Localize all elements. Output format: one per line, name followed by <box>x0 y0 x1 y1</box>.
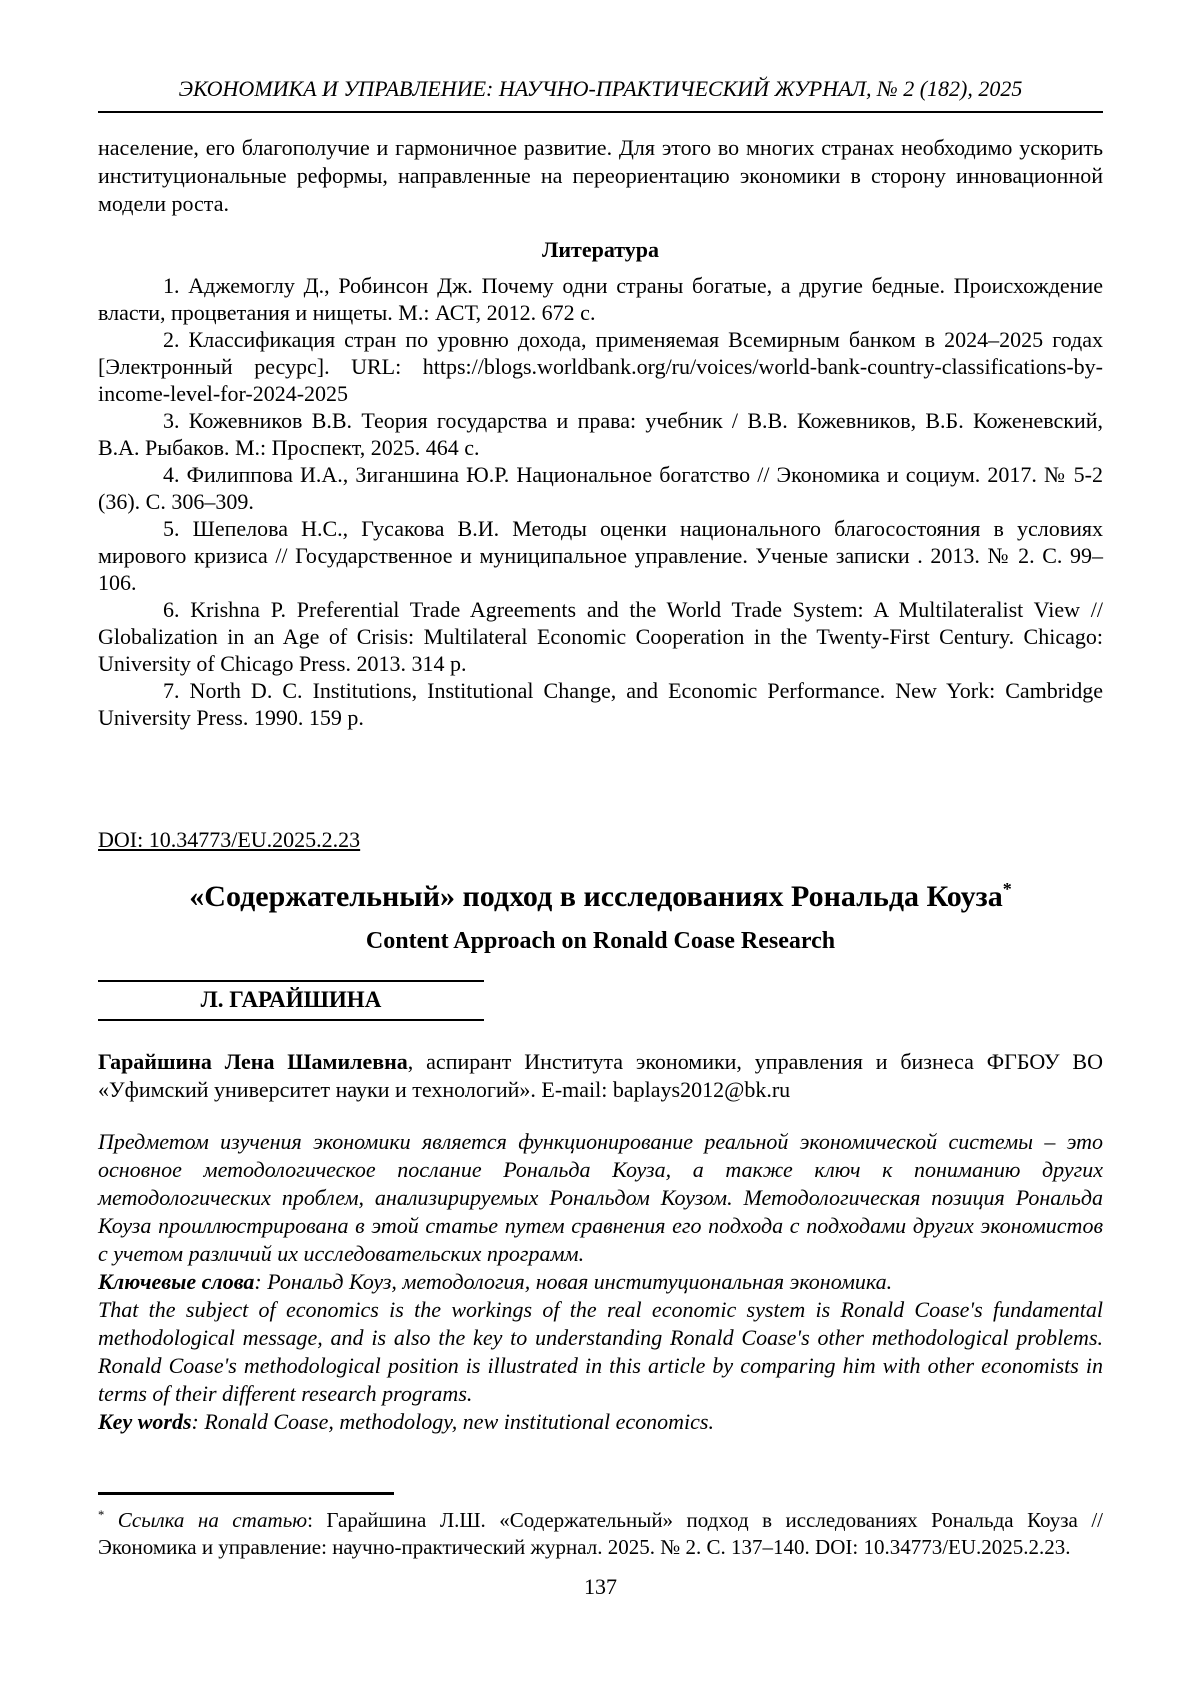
reference-item: 1. Аджемоглу Д., Робинсон Дж. Почему одни страны богатые, а другие бедные. Происхождение власти, процветания и нищеты. М.: АСТ, 2012. 672 с. <box>98 273 1103 325</box>
page-content <box>0 76 1200 1600</box>
abstracts <box>98 1128 1103 1436</box>
running-head: ЭКОНОМИКА И УПРАВЛЕНИЕ: НАУЧНО-ПРАКТИЧЕСКИЙ ЖУРНАЛ, № 2 (182), 2025 <box>98 76 1103 113</box>
author-info <box>98 1048 1103 1104</box>
references-list <box>98 272 1103 731</box>
article-title-en: Content Approach on Ronald Coase Research <box>365 928 836 954</box>
author-display-block: Л. ГАРАЙШИНА <box>98 980 484 1021</box>
abstract-en: That the subject of economics is the workings of the real economic system is Ronald Coase's fundamental methodological message, and is also the key to understanding Ronald Coase's other methodological problems. Ronald Coase's methodological position is illustrated in this article by comparing him with other economists in terms of their different research programs. <box>98 1297 1103 1406</box>
footnote-label: Ссылка на статью <box>117 1508 308 1532</box>
abstract-ru: Предметом изучения экономики является функционирование реальной экономической системы – это основное методологическое послание Рональда Коуза, а также ключ к пониманию других методологических проблем, анализирируемых Рональдом Коузом. Методологическая позиция Рональда Коуза проиллюстрирована в этой статье путем сравнения его подхода с подходами других экономистов с учетом различий их исследовательских программ. <box>98 1129 1103 1266</box>
footnote-text <box>98 1502 1103 1561</box>
footnote-separator-rule <box>98 1492 394 1495</box>
keywords-en-label: Key words <box>98 1409 192 1434</box>
title-footnote-marker: * <box>1002 879 1012 899</box>
footnote-marker: * <box>98 1508 105 1522</box>
author-affiliation: , аспирант Института экономики, управления и бизнеса ФГБОУ ВО «Уфимский университет науки и технологий». E-mail: baplays2012@bk.ru <box>98 1049 1103 1102</box>
reference-item: 6. Krishna P. Preferential Trade Agreements and the World Trade System: A Multilateralist View // Globalization in an Age of Crisis: Multilateral Economic Cooperation in the Twenty-First Century. Chicago: University of Chicago Press. 2013. 314 p. <box>98 597 1103 676</box>
page-number: 137 <box>584 1574 617 1599</box>
keywords-en-list: : Ronald Coase, methodology, new institutional economics. <box>191 1409 714 1434</box>
keywords-en <box>98 1408 1103 1436</box>
footnote-citation: : Гарайшина Л.Ш. «Содержательный» подход в исследованиях Рональда Коуза // Экономика и управление: научно-практический журнал. 2025. № 2. С. 137–140. DOI: 10.34773/EU.2025.2.23. <box>98 1508 1104 1559</box>
footnote-area <box>98 1492 1103 1561</box>
keywords-ru-label: Ключевые слова <box>98 1269 255 1294</box>
reference-item: 7. North D. C. Institutions, Institutional Change, and Economic Performance. New York: Cambridge University Press. 1990. 159 p. <box>98 678 1103 730</box>
reference-item: 5. Шепелова Н.С., Гусакова В.И. Методы оценки национального благосостояния в условиях мирового кризиса // Государственное и муниципальное управление. Ученые записки . 2013. № 2. С. 99–106. <box>98 516 1103 595</box>
intro-paragraph: население, его благополучие и гармоничное развитие. Для этого во многих странах необходимо ускорить институциональные реформы, направленные на переориентацию экономики в сторону инновационной модели роста. <box>98 135 1103 216</box>
reference-item: 4. Филиппова И.А., Зиганшина Ю.Р. Национальное богатство // Экономика и социум. 2017. № 5-2 (36). С. 306–309. <box>98 462 1103 514</box>
references-heading: Литература <box>541 237 660 262</box>
author-full-name: Гарайшина Лена Шамилевна <box>98 1049 408 1074</box>
reference-item: 3. Кожевников В.В. Теория государства и права: учебник / В.В. Кожевников, В.Б. Коженевский, В.А. Рыбаков. М.: Проспект, 2025. 464 с. <box>98 408 1103 460</box>
article-title-ru-text: «Содержательный» подход в исследованиях Рональда Коуза <box>189 880 1003 913</box>
doi-value: DOI: 10.34773/EU.2025.2.23 <box>98 827 361 852</box>
article-title-ru <box>98 869 1103 917</box>
doi-line <box>98 827 1103 853</box>
reference-item: 2. Классификация стран по уровню дохода, применяемая Всемирным банком в 2024–2025 годах [Электронный ресурс]. URL: https://blogs.worldbank.org/ru/voices/world-bank-country-classifications-by-income-level-for-2024-2025 <box>98 327 1103 406</box>
keywords-ru-list: : Рональд Коуз, методология, новая институциональная экономика. <box>254 1269 893 1294</box>
keywords-ru <box>98 1268 1103 1296</box>
